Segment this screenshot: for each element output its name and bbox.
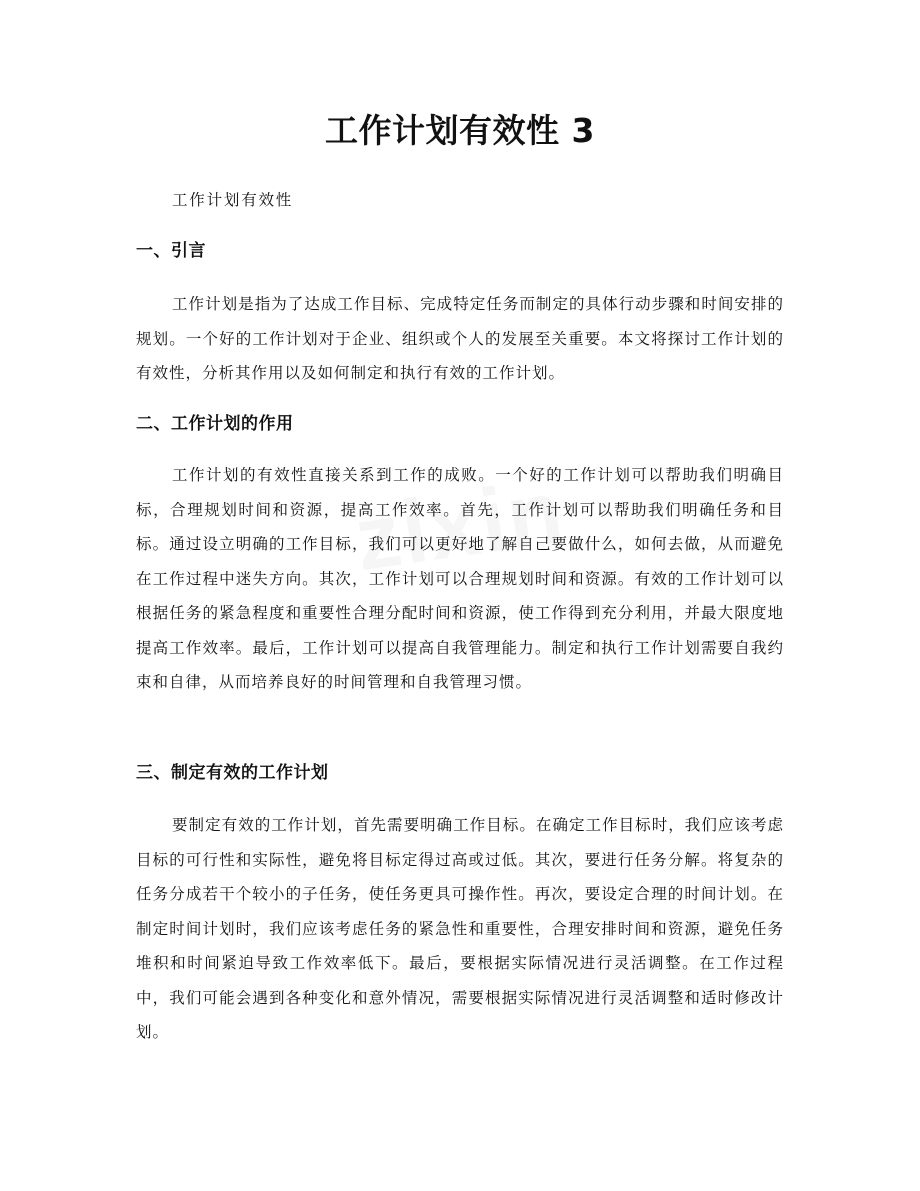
- document-title: 工作计划有效性 3: [325, 111, 595, 150]
- section-paragraph-role: 工作计划的有效性直接关系到工作的成败。一个好的工作计划可以帮助我们明确目标，合理规划时间和资源，提高工作效率。首先，工作计划可以帮助我们明确任务和目标。通过设立明确的工作目标，我们可以更好地了解自己要做什么，如何去做，从而避免在工作过程中迷失方向。其次，工作计划可以合理规划时间和资源。有效的工作计划可以根据任务的紧急程度和重要性合理分配时间和资源，使工作得到充分利用，并最大限度地提高工作效率。最后，工作计划可以提高自我管理能力。制定和执行工作计划需要自我约束和自律，从而培养良好的时间管理和自我管理习惯。: [136, 466, 784, 691]
- section-heading-introduction: 一、引言: [136, 241, 206, 261]
- section-paragraph-making-plan: 要制定有效的工作计划，首先需要明确工作目标。在确定工作目标时，我们应该考虑目标的可行性和实际性，避免将目标定得过高或过低。其次，要进行任务分解。将复杂的任务分成若干个较小的子任务，使任务更具可操作性。再次，要设定合理的时间计划。在制定时间计划时，我们应该考虑任务的紧急性和重要性，合理安排时间和资源，避免任务堆积和时间紧迫导致工作效率低下。最后，要根据实际情况进行灵活调整。在工作过程中，我们可能会遇到各种变化和意外情况，需要根据实际情况进行灵活调整和适时修改计划。: [136, 816, 784, 1041]
- document-subtitle: 工作计划有效性: [172, 191, 294, 209]
- section-heading-making-plan: 三、制定有效的工作计划: [136, 763, 329, 783]
- section-paragraph-introduction: 工作计划是指为了达成工作目标、完成特定任务而制定的具体行动步骤和时间安排的规划。一个好的工作计划对于企业、组织或个人的发展至关重要。本文将探讨工作计划的有效性，分析其作用以及如何制定和执行有效的工作计划。: [136, 295, 784, 382]
- section-heading-role: 二、工作计划的作用: [136, 414, 294, 434]
